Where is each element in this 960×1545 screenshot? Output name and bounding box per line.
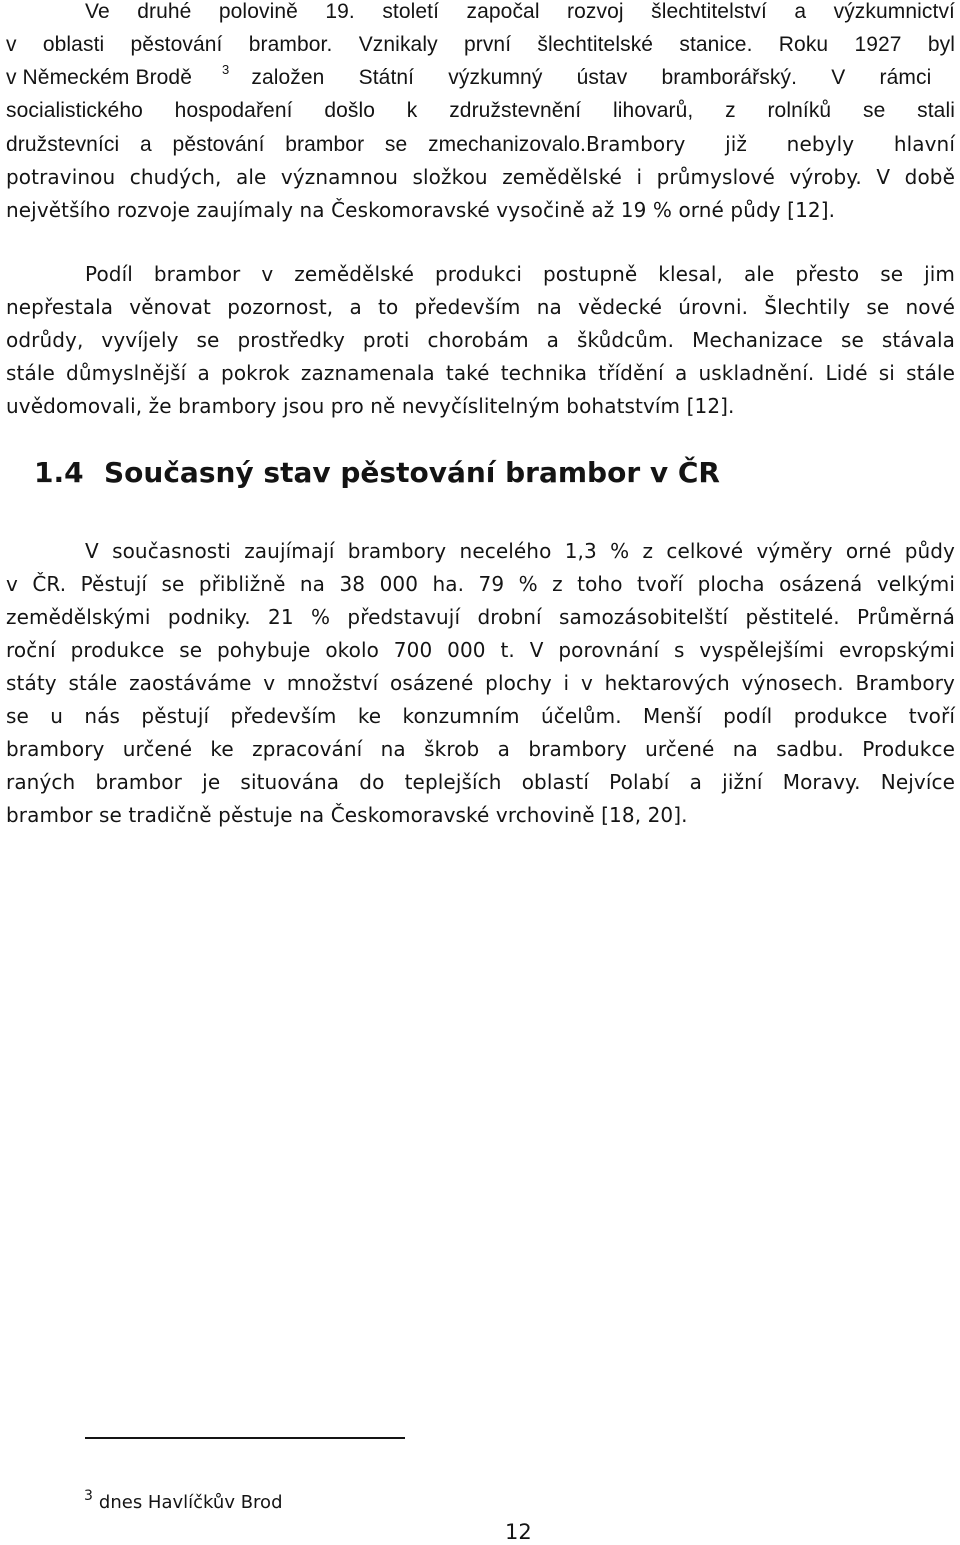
section-heading <box>34 456 720 490</box>
paragraph3-line-7: brambory určené ke zpracování na škrob a brambory určené na sadbu. Produkce <box>6 737 955 761</box>
page-number: 12 <box>505 1520 532 1544</box>
paragraph1-line-5-part-a: družstevníci a pěstování brambor se zmechanizovalo. <box>6 133 586 156</box>
paragraph3-line-1: V současnosti zaujímají brambory necelého 1,3 % z celkové výměry orné půdy <box>85 539 955 563</box>
footnote-reference: 3 <box>222 62 230 77</box>
paragraph2-line-2: nepřestala věnovat pozornost, a to především na vědecké úrovni. Šlechtily se nové <box>6 295 955 319</box>
footnote <box>84 1484 283 1515</box>
paragraph1-line-7: největšího rozvoje zaujímaly na Českomoravské vysočině až 19 % orné půdy [12]. <box>6 198 836 222</box>
footnote-mark: 3 <box>84 1488 93 1504</box>
paragraph1-line-2: v oblasti pěstování brambor. Vznikaly první šlechtitelské stanice. Roku 1927 byl <box>6 33 955 56</box>
paragraph2-line-4: stále důmyslnější a pokrok zaznamenala také technika třídění a uskladnění. Lidé si stále <box>6 361 955 385</box>
paragraph1-line-5-part-b: Brambory již nebyly hlavní <box>586 132 955 156</box>
paragraph1-line-6: potravinou chudých, ale významnou složkou zemědělské i průmyslové výroby. V době <box>6 165 955 189</box>
paragraph1-line-3 <box>6 62 955 90</box>
paragraph3-line-4: roční produkce se pohybuje okolo 700 000 t. V porovnání s vyspělejšími evropskými <box>6 638 955 662</box>
section-number: 1.4 <box>34 456 84 489</box>
paragraph2-line-5: uvědomovali, že brambory jsou pro ně nevyčíslitelným bohatstvím [12]. <box>6 394 735 418</box>
footnote-text: dnes Havlíčkův Brod <box>98 1492 283 1513</box>
paragraph1-line-3-rest: založen Státní výzkumný ústav bramborářský. V rámci <box>251 66 932 89</box>
paragraph3-line-5: státy stále zaostáváme v množství osázené plochy i v hektarových výnosech. Brambory <box>6 671 955 695</box>
paragraph3-line-8: raných brambor je situována do teplejších oblastí Polabí a jižní Moravy. Nejvíce <box>6 770 955 794</box>
paragraph1-line-3-prefix: v Německém Brodě <box>6 66 192 89</box>
paragraph3-line-9: brambor se tradičně pěstuje na Českomoravské vrchovině [18, 20]. <box>6 803 688 827</box>
paragraph3-line-3: zemědělskými podniky. 21 % představují drobní samozásobitelští pěstitelé. Průměrná <box>6 605 955 629</box>
paragraph1-line-1: Ve druhé polovině 19. století započal rozvoj šlechtitelství a výzkumnictví <box>85 0 955 23</box>
paragraph1-line-5 <box>6 132 955 157</box>
section-title: Současný stav pěstování brambor v ČR <box>104 456 720 489</box>
paragraph3-line-6: se u nás pěstují především ke konzumním účelům. Menší podíl produkce tvoří <box>6 704 955 728</box>
paragraph2-line-1: Podíl brambor v zemědělské produkci postupně klesal, ale přesto se jim <box>85 262 955 286</box>
paragraph2-line-3: odrůdy, vyvíjely se prostředky proti chorobám a škůdcům. Mechanizace se stávala <box>6 328 955 352</box>
footnote-separator <box>85 1437 405 1439</box>
paragraph1-line-4: socialistického hospodaření došlo k združstevnění lihovarů, z rolníků se stali <box>6 99 955 122</box>
paragraph3-line-2: v ČR. Pěstují se přibližně na 38 000 ha. 79 % z toho tvoří plocha osázená velkými <box>6 572 955 596</box>
